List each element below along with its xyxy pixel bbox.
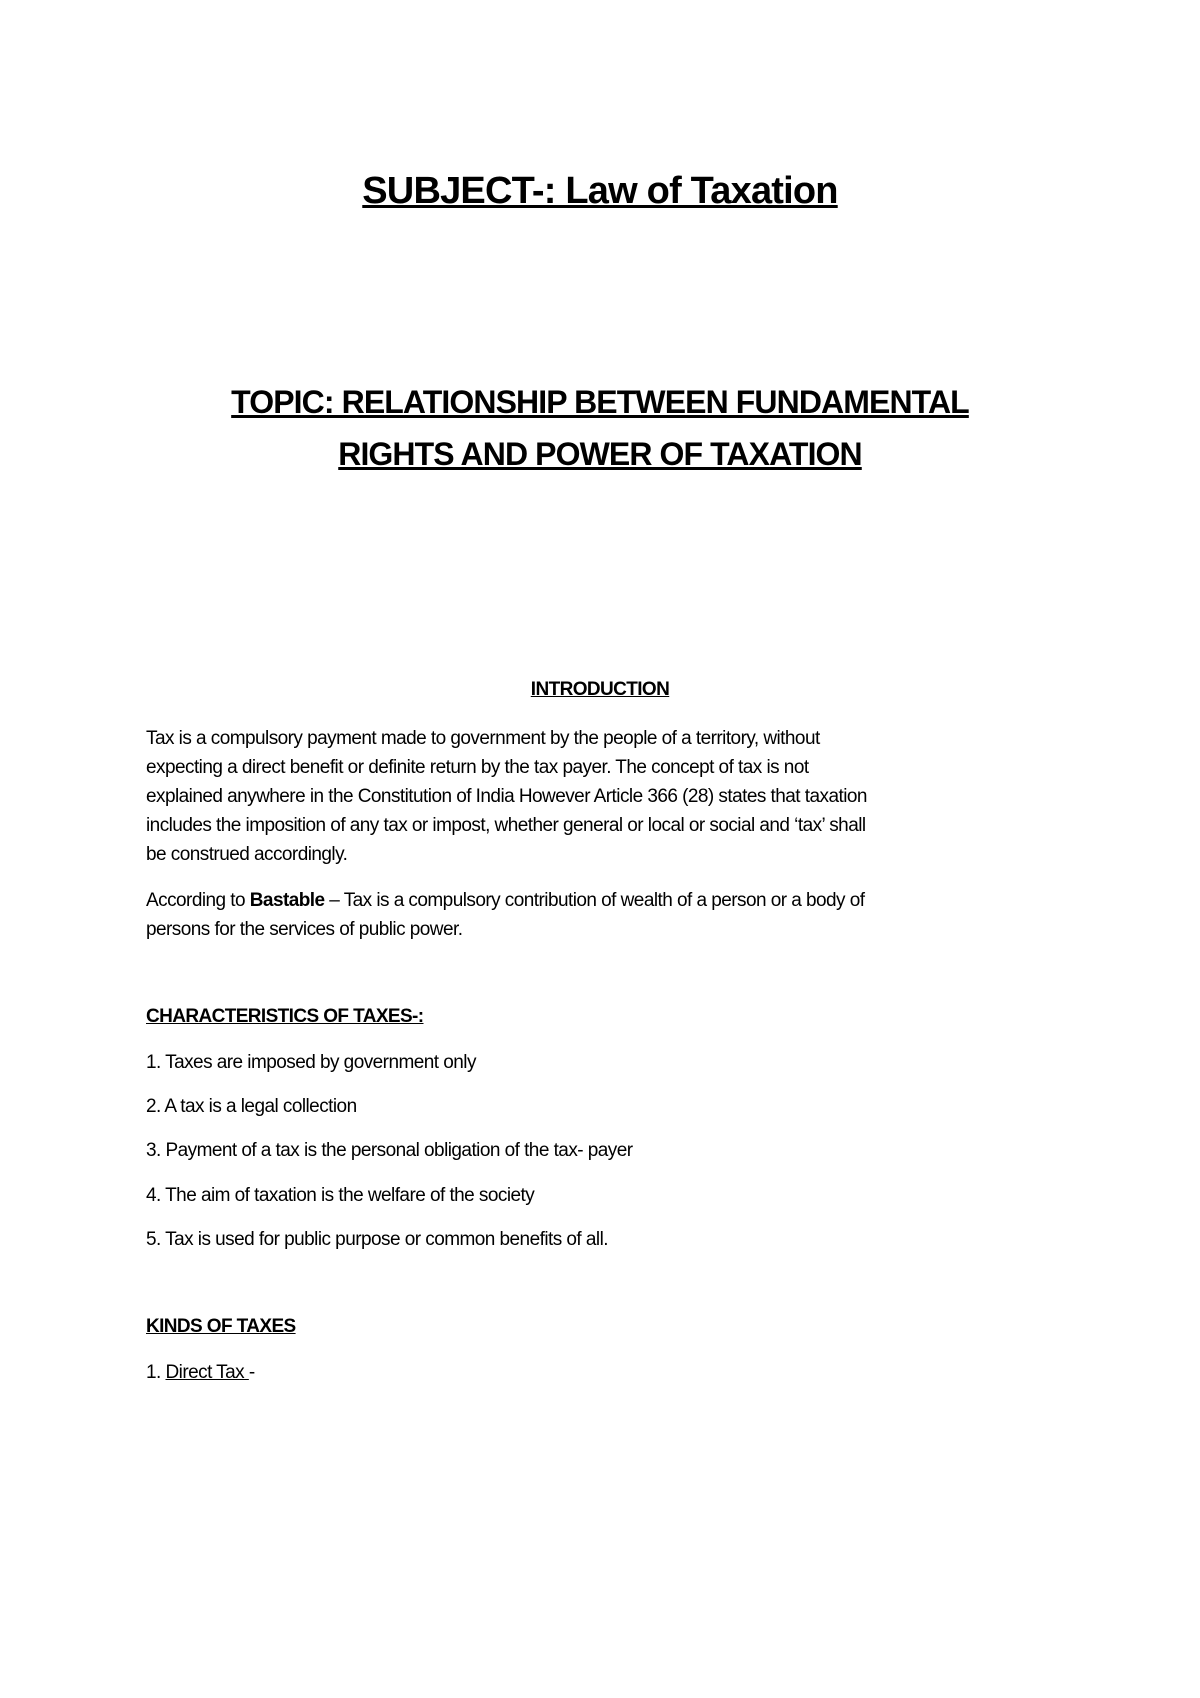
bastable-rest: – Tax is a compulsory contribution of wealth of a person or a body of <box>324 890 865 911</box>
introduction-paragraph <box>146 724 867 869</box>
bastable-definition <box>146 886 864 944</box>
document-title: SUBJECT-: Law of Taxation <box>362 170 838 212</box>
topic-line-2: RIGHTS AND POWER OF TAXATION <box>338 436 862 472</box>
characteristics-heading: CHARACTERISTICS OF TAXES-: <box>146 1006 424 1027</box>
bastable-line-2: persons for the services of public power. <box>146 919 463 940</box>
item-number: 1. <box>146 1362 166 1383</box>
paragraph-line: Tax is a compulsory payment made to government by the people of a territory, without <box>146 728 820 749</box>
kinds-item-direct-tax <box>146 1358 255 1387</box>
direct-tax-label: Direct Tax <box>165 1362 249 1383</box>
paragraph-line: explained anywhere in the Constitution of India However Article 366 (28) states that taxation <box>146 786 867 807</box>
characteristic-item: 1. Taxes are imposed by government only <box>146 1052 476 1073</box>
topic-line-1: TOPIC: RELATIONSHIP BETWEEN FUNDAMENTAL <box>231 384 969 420</box>
characteristic-item: 2. A tax is a legal collection <box>146 1096 357 1117</box>
item-suffix: - <box>248 1362 255 1383</box>
bastable-name: Bastable <box>249 890 325 911</box>
characteristic-item: 4. The aim of taxation is the welfare of the society <box>146 1185 535 1206</box>
characteristic-item: 5. Tax is used for public purpose or common benefits of all. <box>146 1229 608 1250</box>
bastable-prefix: According to <box>146 890 250 911</box>
introduction-heading: INTRODUCTION <box>530 679 670 700</box>
kinds-heading: KINDS OF TAXES <box>146 1316 296 1337</box>
paragraph-line: be construed accordingly. <box>146 844 348 865</box>
characteristic-item: 3. Payment of a tax is the personal obligation of the tax- payer <box>146 1140 633 1161</box>
paragraph-line: expecting a direct benefit or definite return by the tax payer. The concept of tax is not <box>146 757 809 778</box>
paragraph-line: includes the imposition of any tax or impost, whether general or local or social and ‘tax’ shall <box>146 815 866 836</box>
